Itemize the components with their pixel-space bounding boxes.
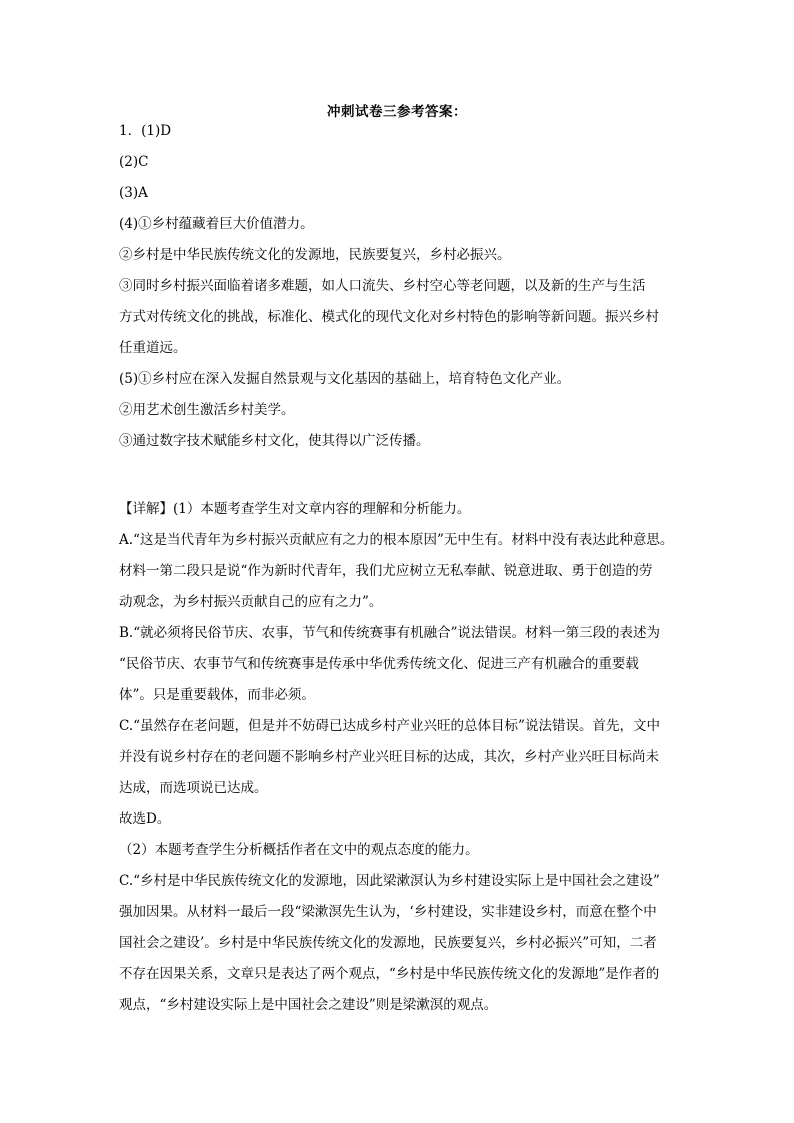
explanation-line: 国社会之建设’。乡村是中华民族传统文化的发源地，民族要复兴，乡村必振兴”可知，二者 bbox=[119, 935, 657, 951]
explanation-line: 观点，“乡村建设实际上是中国社会之建设”则是梁漱溟的观点。 bbox=[119, 997, 498, 1013]
explanation-line: （2）本题考查学生分析概括作者在文中的观点态度的能力。 bbox=[119, 842, 479, 858]
explanation-section bbox=[119, 494, 683, 1021]
document-title: 冲刺试卷三参考答案： bbox=[327, 104, 467, 120]
explanation-line: 动观念，为乡村振兴贡献自己的应有之力”。 bbox=[119, 594, 383, 610]
explanation-line: B.“就必须将民俗节庆、农事，节气和传统赛事有机融合”说法错误。材料一第三段的表述为 bbox=[119, 625, 661, 641]
answer-line: ②用艺术创生激活乡村美学。 bbox=[119, 402, 295, 418]
explanation-line: 强加因果。从材料一最后一段“梁漱溟先生认为，‘乡村建设，实非建设乡村，而意在整个中 bbox=[119, 904, 657, 920]
explanation-line: “民俗节庆、农事节气和传统赛事是传承中华优秀传统文化、促进三产有机融合的重要载 bbox=[119, 656, 639, 672]
explanation-line: C.“虽然存在老问题，但是并不妨碍已达成乡村产业兴旺的总体目标”说法错误。首先，文中 bbox=[119, 718, 660, 734]
explanation-line: 不存在因果关系，文章只是表达了两个观点，“乡村是中华民族传统文化的发源地”是作者的 bbox=[119, 966, 660, 982]
explanation-line: 达成，而选项说已达成。 bbox=[119, 780, 268, 796]
answer-line: 方式对传统文化的挑战，标准化、模式化的现代文化对乡村特色的影响等新问题。振兴乡村 bbox=[119, 309, 659, 325]
answer-line: (2)C bbox=[119, 154, 149, 170]
answer-line: ③同时乡村振兴面临着诸多难题，如人口流失、乡村空心等老问题，以及新的生产与生活 bbox=[119, 278, 646, 294]
answer-line: ③通过数字技术赋能乡村文化，使其得以广泛传播。 bbox=[119, 433, 430, 449]
explanation-line: C.“乡村是中华民族传统文化的发源地，因此梁漱溟认为乡村建设实际上是中国社会之建设” bbox=[119, 873, 660, 889]
explanation-line: 故选D。 bbox=[119, 811, 171, 827]
answer-line: (3)A bbox=[119, 185, 148, 201]
explanation-line: 【详解】(1）本题考查学生对文章内容的理解和分析能力。 bbox=[119, 501, 471, 517]
answer-line: 1．(1)D bbox=[119, 123, 172, 139]
explanation-line: 体”。只是重要载体，而非必须。 bbox=[119, 687, 315, 703]
answer-section bbox=[119, 116, 683, 457]
answer-line: (5)①乡村应在深入发掘自然景观与文化基因的基础上，培育特色文化产业。 bbox=[119, 371, 571, 387]
answer-line: ②乡村是中华民族传统文化的发源地，民族要复兴，乡村必振兴。 bbox=[119, 247, 511, 263]
answer-line: 任重道远。 bbox=[119, 340, 187, 356]
explanation-line: 材料一第二段只是说“作为新时代青年，我们尤应树立无私奉献、锐意进取、勇于创造的劳 bbox=[119, 563, 653, 579]
answer-line: (4)①乡村蕴藏着巨大价值潜力。 bbox=[119, 216, 314, 232]
explanation-line: 并没有说乡村存在的老问题不影响乡村产业兴旺目标的达成，其次，乡村产业兴旺目标尚未 bbox=[119, 749, 659, 765]
explanation-line: A.“这是当代青年为乡村振兴贡献应有之力的根本原因”无中生有。材料中没有表达此种意思。 bbox=[119, 532, 674, 548]
